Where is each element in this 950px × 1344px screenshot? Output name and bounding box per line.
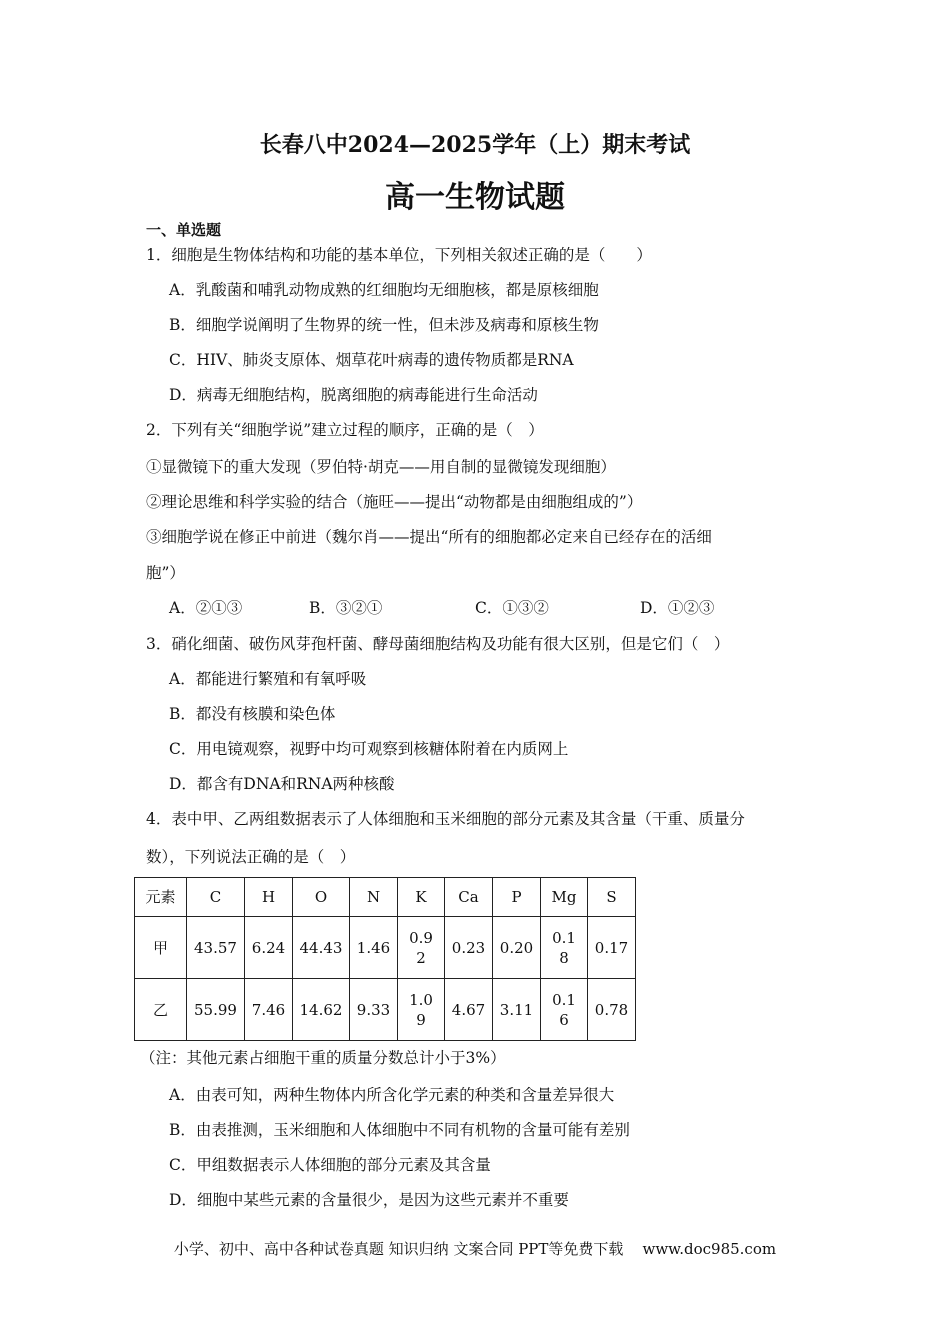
table-header-cell: K <box>398 878 445 917</box>
table-cell <box>541 979 588 1041</box>
question-1-option-d: D．病毒无细胞结构，脱离细胞的病毒能进行生命活动 <box>169 386 538 404</box>
question-3-option-c: C．用电镜观察，视野中均可观察到核糖体附着在内质网上 <box>169 740 569 758</box>
table-header-cell: O <box>293 878 350 917</box>
table-cell: 14.62 <box>293 979 350 1041</box>
table-cell: 乙 <box>135 979 187 1041</box>
table-cell-line: 1.0 <box>409 990 433 1009</box>
question-2-option-c: C．①③② <box>475 599 549 617</box>
table-cell-line: 2 <box>416 948 426 967</box>
question-2-item-3: ③细胞学说在修正中前进（魏尔肖——提出“所有的细胞都必定来自已经存在的活细 <box>146 528 712 546</box>
footer-text: 小学、初中、高中各种试卷真题 知识归纳 文案合同 PPT等免费下载 <box>173 1240 624 1258</box>
question-2-item-1: ①显微镜下的重大发现（罗伯特·胡克——用自制的显微镜发现细胞） <box>146 458 616 476</box>
table-header-cell: N <box>350 878 398 917</box>
footer-link[interactable]: www.doc985.com <box>642 1240 777 1258</box>
question-4-option-c: C．甲组数据表示人体细胞的部分元素及其含量 <box>169 1156 491 1174</box>
question-4-stem-cont: 数），下列说法正确的是（ ） <box>146 848 356 866</box>
table-cell-line: 6 <box>559 1010 569 1029</box>
table-cell: 9.33 <box>350 979 398 1041</box>
table-header-cell: C <box>187 878 245 917</box>
question-4-stem: 4．表中甲、乙两组数据表示了人体细胞和玉米细胞的部分元素及其含量（干重、质量分 <box>146 810 745 828</box>
question-2-option-d: D．①②③ <box>640 599 715 617</box>
table-cell: 4.67 <box>445 979 493 1041</box>
table-header-cell: 元素 <box>135 878 187 917</box>
question-3-option-a: A．都能进行繁殖和有氧呼吸 <box>169 670 367 688</box>
section-heading: 一、单选题 <box>146 221 222 239</box>
element-content-table <box>134 877 636 1041</box>
question-4-option-b: B．由表推测，玉米细胞和人体细胞中不同有机物的含量可能有差别 <box>169 1121 630 1139</box>
table-cell: 7.46 <box>245 979 293 1041</box>
table-cell: 55.99 <box>187 979 245 1041</box>
table-header-cell: Ca <box>445 878 493 917</box>
table-note: （注：其他元素占细胞干重的质量分数总计小于3%） <box>140 1049 506 1067</box>
table-cell <box>541 917 588 979</box>
table-header-cell: S <box>588 878 636 917</box>
table-cell: 1.46 <box>350 917 398 979</box>
table-cell: 6.24 <box>245 917 293 979</box>
table-cell: 3.11 <box>493 979 541 1041</box>
question-4-option-a: A．由表可知，两种生物体内所含化学元素的种类和含量差异很大 <box>169 1086 615 1104</box>
question-1-option-c: C．HIV、肺炎支原体、烟草花叶病毒的遗传物质都是RNA <box>169 351 574 369</box>
question-1-stem: 1．细胞是生物体结构和功能的基本单位，下列相关叙述正确的是（ ） <box>146 246 652 264</box>
table-cell-line: 0.9 <box>409 928 433 947</box>
table-header-cell: Mg <box>541 878 588 917</box>
exam-title: 长春八中2024—2025学年（上）期末考试 <box>259 132 691 158</box>
table-cell <box>398 979 445 1041</box>
table-cell-line: 8 <box>559 948 569 967</box>
table-cell: 0.20 <box>493 917 541 979</box>
question-2-option-b: B．③②① <box>309 599 383 617</box>
table-cell: 43.57 <box>187 917 245 979</box>
question-4-option-d: D．细胞中某些元素的含量很少，是因为这些元素并不重要 <box>169 1191 569 1209</box>
question-1-option-a: A．乳酸菌和哺乳动物成熟的红细胞均无细胞核，都是原核细胞 <box>169 281 599 299</box>
question-3-stem: 3．硝化细菌、破伤风芽孢杆菌、酵母菌细胞结构及功能有很大区别，但是它们（ ） <box>146 635 730 653</box>
question-3-option-d: D．都含有DNA和RNA两种核酸 <box>169 775 395 793</box>
table-cell <box>398 917 445 979</box>
question-2-stem: 2．下列有关“细胞学说”建立过程的顺序，正确的是（ ） <box>146 421 544 439</box>
table-cell: 0.23 <box>445 917 493 979</box>
question-3-option-b: B．都没有核膜和染色体 <box>169 705 336 723</box>
table-header-cell: H <box>245 878 293 917</box>
table-header-cell: P <box>493 878 541 917</box>
table-cell-line: 0.1 <box>552 990 576 1009</box>
question-2-option-a: A．②①③ <box>169 599 243 617</box>
question-2-item-2: ②理论思维和科学实验的结合（施旺——提出“动物都是由细胞组成的”） <box>146 493 643 511</box>
table-row <box>135 917 636 979</box>
table-cell-line: 9 <box>416 1010 426 1029</box>
table-cell-line: 0.1 <box>552 928 576 947</box>
table-row <box>135 979 636 1041</box>
table-cell: 44.43 <box>293 917 350 979</box>
table-header-row <box>135 878 636 917</box>
page-footer <box>0 1238 950 1259</box>
table-cell: 0.78 <box>588 979 636 1041</box>
question-1-option-b: B．细胞学说阐明了生物界的统一性，但未涉及病毒和原核生物 <box>169 316 599 334</box>
question-2-item-3-cont: 胞”） <box>146 564 185 582</box>
table-cell: 0.17 <box>588 917 636 979</box>
subject-title: 高一生物试题 <box>385 180 565 215</box>
table-cell: 甲 <box>135 917 187 979</box>
